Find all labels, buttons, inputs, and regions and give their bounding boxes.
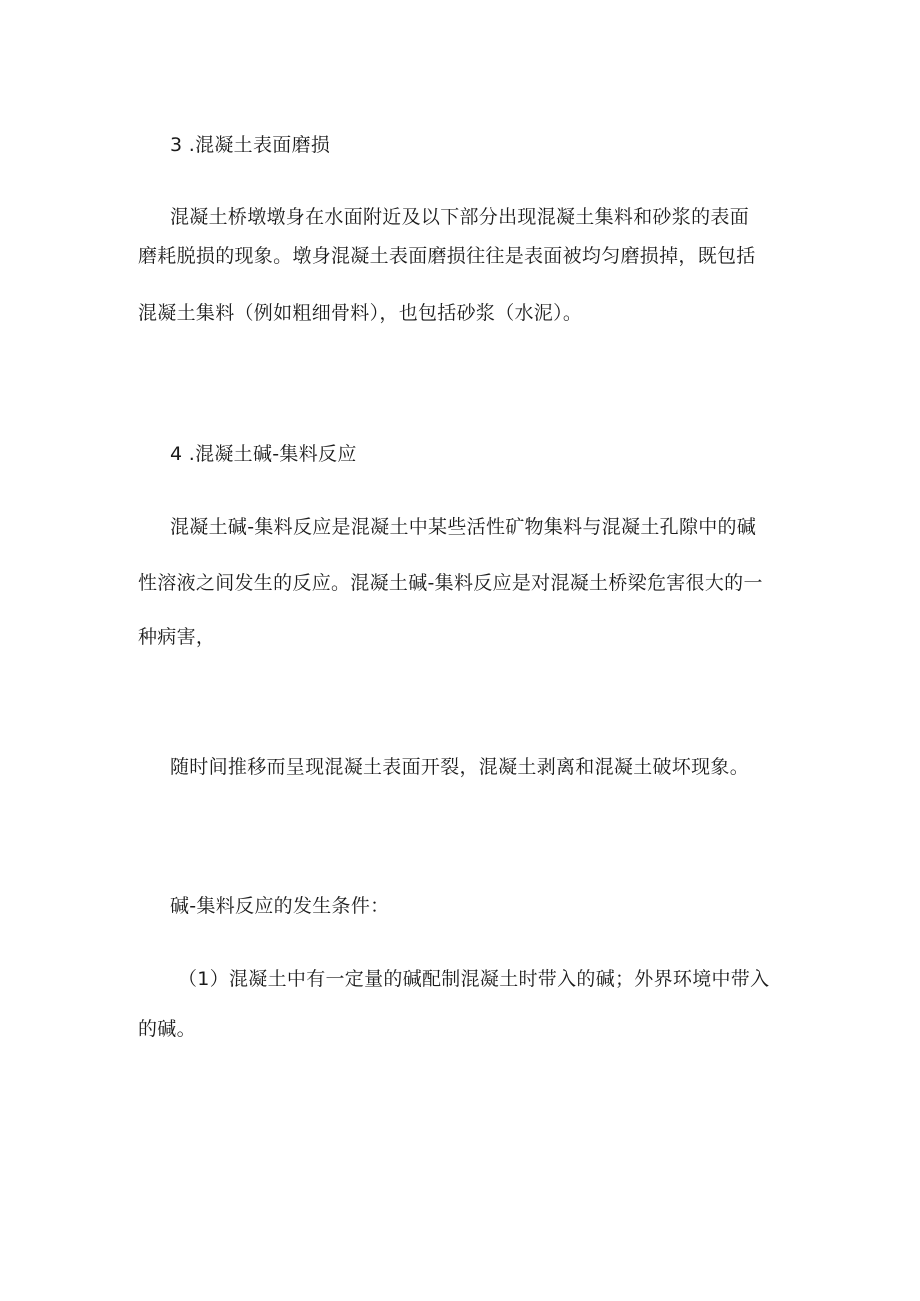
section-3-heading: 3 .混凝土表面磨损: [170, 134, 331, 156]
section-4-paragraph-line-1: 混凝土碱-集料反应是混凝土中某些活性矿物集料与混凝土孔隙中的碱: [170, 516, 757, 538]
section-4-paragraph-line-3: 种病害，: [138, 626, 216, 648]
section-4-paragraph-2: 随时间推移而呈现混凝土表面开裂，混凝土剥离和混凝土破坏现象。: [170, 756, 750, 778]
section-3-paragraph-line-1: 混凝土桥墩墩身在水面附近及以下部分出现混凝土集料和砂浆的表面: [170, 206, 750, 228]
section-3-paragraph-line-2: 磨耗脱损的现象。墩身混凝土表面磨损往往是表面被均匀磨损掉，既包括: [138, 245, 756, 267]
section-4-heading: 4 .混凝土碱-集料反应: [170, 443, 357, 465]
section-3-paragraph-line-3: 混凝土集料（例如粗细骨料），也包括砂浆（水泥）。: [138, 302, 583, 324]
condition-1-line-2: 的碱。: [138, 1018, 196, 1040]
conditions-heading: 碱-集料反应的发生条件：: [170, 895, 390, 917]
section-4-paragraph-line-2: 性溶液之间发生的反应。混凝土碱-集料反应是对混凝土桥梁危害很大的一: [138, 572, 763, 594]
condition-1-line-1: （1）混凝土中有一定量的碱配制混凝土时带入的碱；外界环境中带入: [178, 968, 770, 990]
